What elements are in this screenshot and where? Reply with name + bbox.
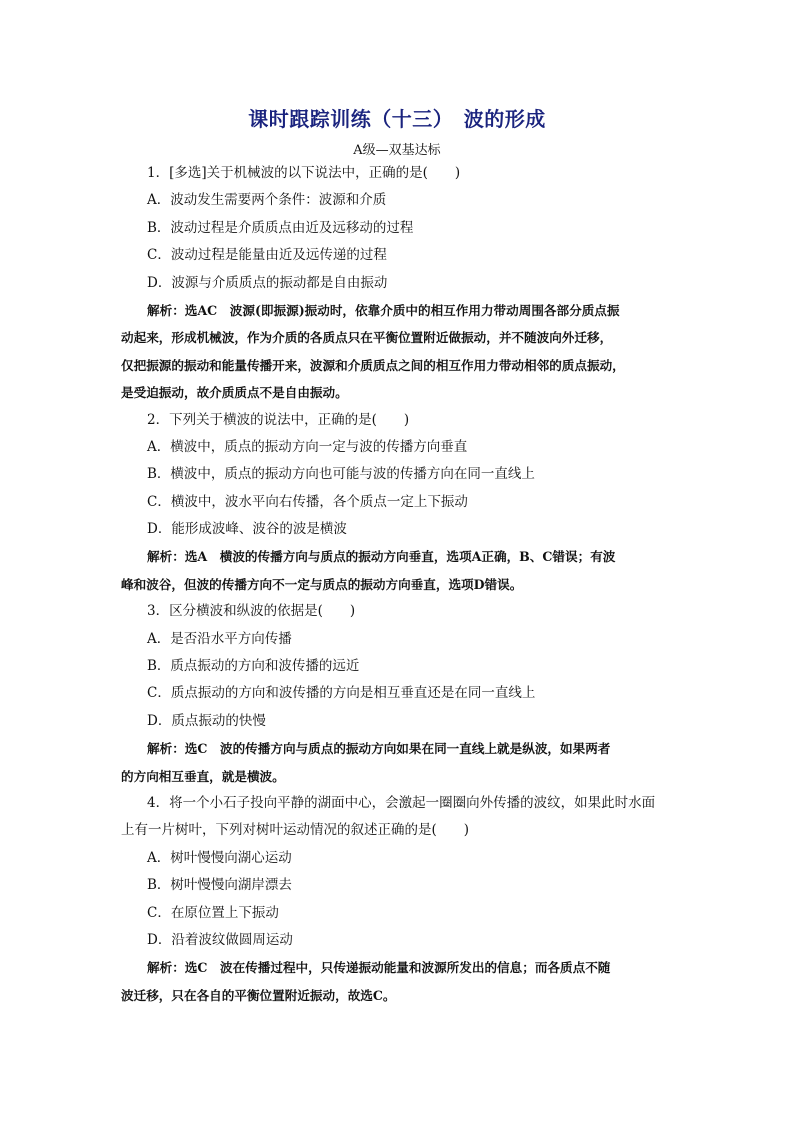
option-c: C．横波中，波水平向右传播，各个质点一定上下振动 bbox=[147, 493, 468, 510]
option-d: D．沿着波纹做圆周运动 bbox=[147, 931, 293, 948]
page-title: 课时跟踪训练（十三） 波的形成 bbox=[248, 107, 546, 131]
analysis-line: 动起来，形成机械波，作为介质的各质点只在平衡位置附近做振动，并不随波向外迁移， bbox=[121, 330, 613, 346]
analysis-line: 解析：选C 波在传播过程中，只传递振动能量和波源所发出的信息；而各质点不随 bbox=[147, 960, 611, 976]
analysis-line: 仅把振源的振动和能量传播开来，波源和介质质点之间的相互作用力带动相邻的质点振动， bbox=[121, 357, 625, 373]
question-2 bbox=[121, 407, 677, 599]
option-c: C．波动过程是能量由近及远传递的过程 bbox=[147, 247, 387, 264]
question-stem: 4．将一个小石子投向平静的湖面中心，会激起一圈圈向外传播的波纹，如果此时水面 bbox=[147, 794, 656, 811]
option-d: D．波源与介质质点的振动都是自由振动 bbox=[147, 274, 388, 291]
option-d: D．能形成波峰、波谷的波是横波 bbox=[147, 521, 347, 538]
option-d: D．质点振动的快慢 bbox=[147, 712, 266, 729]
option-c: C．在原位置上下振动 bbox=[147, 904, 279, 921]
analysis-line: 峰和波谷，但波的传播方向不一定与质点的振动方向垂直，选项D错误。 bbox=[121, 576, 523, 592]
question-list bbox=[121, 160, 677, 1009]
option-a: A．横波中，质点的振动方向一定与波的传播方向垂直 bbox=[147, 438, 468, 455]
analysis-line: 解析：选AC 波源(即振源)振动时，依靠介质中的相互作用力带动周围各部分质点振 bbox=[147, 302, 620, 318]
question-stem: 1．[多选]关于机械波的以下说法中，正确的是( ) bbox=[147, 165, 461, 181]
option-b: B．波动过程是介质质点由近及远移动的过程 bbox=[147, 219, 414, 236]
analysis-line: 解析：选C 波的传播方向与质点的振动方向如果在同一直线上就是纵波，如果两者 bbox=[147, 741, 611, 757]
question-1 bbox=[121, 160, 677, 407]
option-a: A．树叶慢慢向湖心运动 bbox=[147, 849, 292, 866]
option-a: A．波动发生需要两个条件：波源和介质 bbox=[147, 192, 387, 209]
analysis-line: 的方向相互垂直，就是横波。 bbox=[121, 768, 285, 784]
analysis-line: 解析：选A 横波的传播方向与质点的振动方向垂直，选项A正确，B、C错误；有波 bbox=[147, 549, 616, 565]
option-a: A．是否沿水平方向传播 bbox=[147, 630, 292, 647]
question-stem-continued: 上有一片树叶，下列对树叶运动情况的叙述正确的是( ) bbox=[121, 822, 470, 839]
question-stem: 2．下列关于横波的说法中，正确的是( ) bbox=[147, 411, 410, 428]
analysis-line: 是受迫振动，故介质质点不是自由振动。 bbox=[121, 385, 348, 401]
question-4 bbox=[121, 790, 677, 1009]
question-stem: 3．区分横波和纵波的依据是( ) bbox=[147, 603, 356, 620]
analysis-line: 波迁移，只在各自的平衡位置附近振动，故选C。 bbox=[121, 987, 396, 1003]
section-subtitle: A级—双基达标 bbox=[353, 143, 441, 158]
option-b: B．树叶慢慢向湖岸漂去 bbox=[147, 877, 292, 894]
option-b: B．质点振动的方向和波传播的远近 bbox=[147, 658, 360, 675]
option-c: C．质点振动的方向和波传播的方向是相互垂直还是在同一直线上 bbox=[147, 685, 536, 702]
option-b: B．横波中，质点的振动方向也可能与波的传播方向在同一直线上 bbox=[147, 466, 535, 483]
question-3 bbox=[121, 598, 677, 790]
